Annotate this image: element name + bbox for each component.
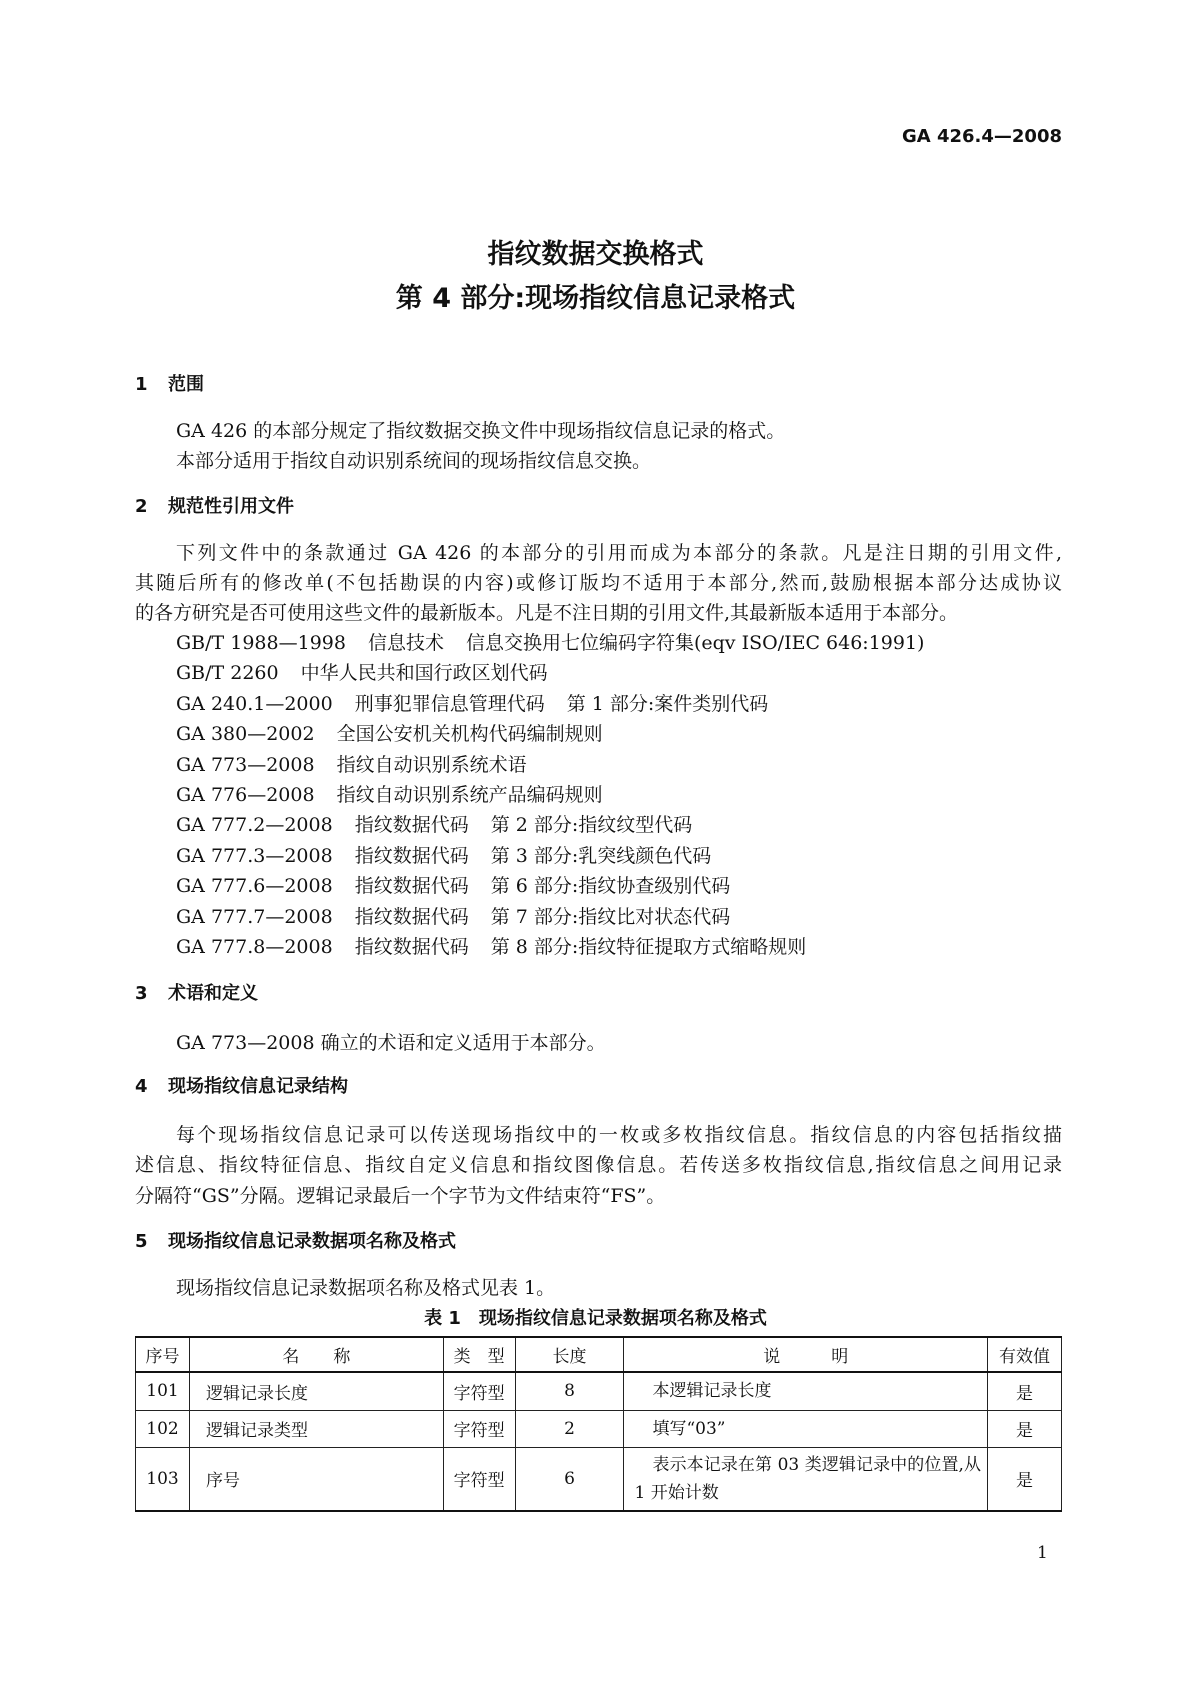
reference-code: GA 777.7—2008 — [176, 905, 333, 928]
reference-title: 信息技术 — [367, 632, 444, 654]
table-cell: 102 — [136, 1410, 190, 1447]
reference-title: 全国公安机关机构代码编制规则 — [336, 723, 603, 746]
section-number: 4 — [135, 1076, 148, 1097]
table-cell: 是 — [988, 1410, 1062, 1447]
table-cell: 填写“03” — [624, 1410, 988, 1447]
paragraph-line: 述信息、指纹特征信息、指纹自定义信息和指纹图像信息。若传送多枚指纹信息,指纹信息之间用记录 — [135, 1154, 1062, 1176]
reference-code: GA 240.1—2000 — [176, 692, 333, 715]
column-header: 有效值 — [988, 1337, 1062, 1372]
reference-item — [176, 750, 549, 780]
paragraph-line: GA 426 的本部分规定了指纹数据交换文件中现场指纹信息记录的格式。 — [176, 420, 786, 442]
reference-title: 指纹数据代码 — [354, 905, 469, 928]
reference-title2: 第 8 部分:指纹特征提取方式缩略规则 — [490, 936, 807, 958]
table-cell: 103 — [136, 1447, 190, 1511]
section-heading — [135, 492, 294, 518]
paragraph-line: 分隔符“GS”分隔。逻辑记录最后一个字节为文件结束符“FS”。 — [135, 1185, 666, 1207]
paragraph-line: GA 773—2008 确立的术语和定义适用于本部分。 — [176, 1032, 606, 1054]
table-cell: 101 — [136, 1372, 190, 1410]
reference-title: 指纹自动识别系统产品编码规则 — [336, 784, 603, 806]
table-caption: 表 1 现场指纹信息记录数据项名称及格式 — [424, 1308, 767, 1329]
column-header: 序号 — [136, 1337, 190, 1372]
table-row — [136, 1372, 1062, 1410]
reference-code: GA 776—2008 — [176, 784, 315, 806]
reference-title2: 第 6 部分:指纹协查级别代码 — [490, 875, 731, 898]
section-heading — [135, 979, 258, 1005]
reference-code: GA 380—2002 — [176, 723, 315, 746]
data-items-table — [135, 1336, 1062, 1512]
page-subtitle: 第 4 部分:现场指纹信息记录格式 — [395, 283, 796, 314]
table-cell: 8 — [515, 1372, 624, 1410]
reference-code: GA 773—2008 — [176, 753, 315, 776]
reference-item — [176, 689, 768, 719]
table-cell: 字符型 — [443, 1447, 515, 1511]
reference-item — [176, 871, 730, 901]
section-title: 范围 — [168, 374, 204, 395]
reference-title: 指纹数据代码 — [354, 814, 469, 837]
reference-title: 中华人民共和国行政区划代码 — [300, 662, 548, 685]
table-cell: 字符型 — [443, 1372, 515, 1410]
reference-title2: 第 1 部分:案件类别代码 — [566, 692, 769, 715]
table-cell: 字符型 — [443, 1410, 515, 1447]
reference-item — [176, 719, 625, 749]
section-heading — [135, 1227, 456, 1253]
paragraph-line: 现场指纹信息记录数据项名称及格式见表 1。 — [176, 1277, 556, 1299]
column-header: 类 型 — [443, 1337, 515, 1372]
column-header: 长度 — [515, 1337, 624, 1372]
table-cell: 是 — [988, 1372, 1062, 1410]
section-number: 1 — [135, 374, 148, 395]
table-cell: 逻辑记录长度 — [189, 1372, 443, 1410]
section-title: 术语和定义 — [168, 983, 258, 1004]
table-cell: 本逻辑记录长度 — [624, 1372, 988, 1410]
reference-item — [176, 810, 692, 840]
paragraph-line: 的各方研究是否可使用这些文件的最新版本。凡是不注日期的引用文件,其最新版本适用于本部分。 — [135, 602, 959, 624]
table-cell: 6 — [515, 1447, 624, 1511]
reference-item — [176, 902, 730, 932]
reference-code: GA 777.2—2008 — [176, 814, 333, 837]
document-code: GA 426.4—2008 — [901, 126, 1062, 147]
table-row — [136, 1447, 1062, 1511]
reference-item — [176, 780, 625, 810]
section-title: 现场指纹信息记录数据项名称及格式 — [168, 1231, 456, 1252]
reference-code: GA 777.3—2008 — [176, 844, 333, 867]
column-header: 说 明 — [624, 1337, 988, 1372]
table-cell: 表示本记录在第 03 类逻辑记录中的位置,从 1 开始计数 — [624, 1447, 988, 1511]
section-number: 2 — [135, 496, 148, 517]
reference-title: 指纹自动识别系统术语 — [336, 753, 527, 776]
reference-code: GB/T 2260 — [176, 662, 279, 685]
section-number: 3 — [135, 983, 148, 1004]
reference-title2: 第 2 部分:指纹纹型代码 — [490, 814, 693, 837]
reference-title: 指纹数据代码 — [354, 875, 469, 898]
reference-item — [176, 628, 924, 658]
paragraph-line: 下列文件中的条款通过 GA 426 的本部分的引用而成为本部分的条款。凡是注日期的引用文件, — [176, 542, 1062, 564]
column-header: 名 称 — [189, 1337, 443, 1372]
reference-title: 刑事犯罪信息管理代码 — [354, 692, 545, 715]
page-number: 1 — [1037, 1543, 1048, 1563]
reference-item — [176, 932, 806, 962]
reference-item — [176, 658, 570, 688]
reference-title2: 第 7 部分:指纹比对状态代码 — [490, 905, 731, 928]
table-cell: 是 — [988, 1447, 1062, 1511]
reference-code: GB/T 1988—1998 — [176, 632, 346, 654]
page-title: 指纹数据交换格式 — [487, 239, 704, 270]
section-title: 规范性引用文件 — [168, 496, 294, 517]
table-cell: 2 — [515, 1410, 624, 1447]
table-row — [136, 1410, 1062, 1447]
reference-item — [176, 841, 711, 871]
reference-code: GA 777.6—2008 — [176, 875, 333, 898]
table-cell: 序号 — [189, 1447, 443, 1511]
reference-code: GA 777.8—2008 — [176, 936, 333, 958]
section-heading — [135, 370, 204, 396]
section-number: 5 — [135, 1231, 148, 1252]
table-cell: 逻辑记录类型 — [189, 1410, 443, 1447]
section-heading — [135, 1072, 348, 1098]
reference-title2: 第 3 部分:乳突线颜色代码 — [490, 844, 712, 867]
paragraph-line: 每个现场指纹信息记录可以传送现场指纹中的一枚或多枚指纹信息。指纹信息的内容包括指纹描 — [176, 1124, 1062, 1146]
paragraph-line: 本部分适用于指纹自动识别系统间的现场指纹信息交换。 — [176, 450, 652, 472]
section-title: 现场指纹信息记录结构 — [168, 1076, 348, 1097]
reference-title: 指纹数据代码 — [354, 936, 469, 958]
reference-title: 指纹数据代码 — [354, 844, 469, 867]
paragraph-line: 其随后所有的修改单(不包括勘误的内容)或修订版均不适用于本部分,然而,鼓励根据本部分达成协议 — [135, 572, 1062, 594]
reference-title2: 信息交换用七位编码字符集(eqv ISO/IEC 646:1991) — [465, 632, 925, 654]
